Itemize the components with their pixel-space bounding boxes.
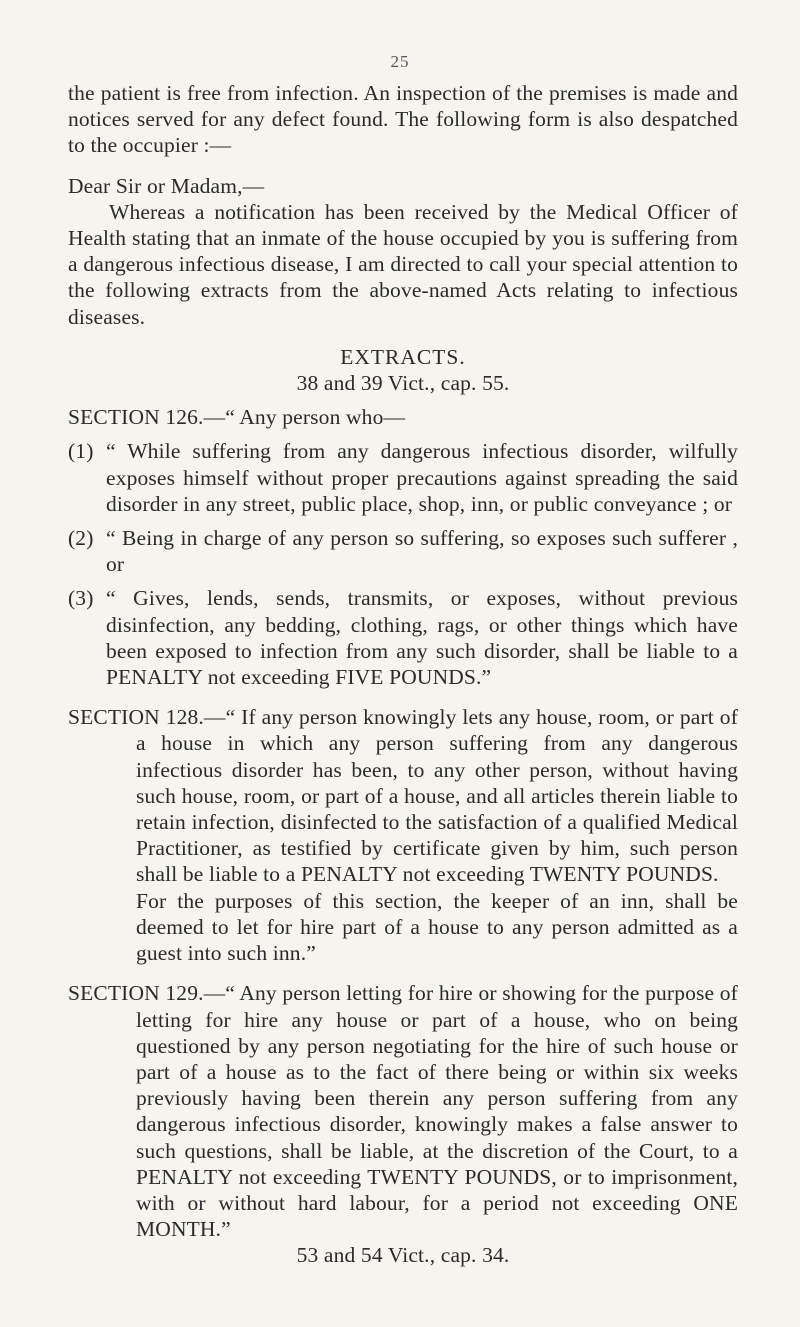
letter-body: Whereas a notification has been received by the Medical Officer of Health stating that an inmate of the house occupied by you is suffering from a dangerous infectious disease, I am directed to call your special attention to the following extracts from the above-named Acts relating to infectious diseases. <box>68 199 738 329</box>
item-number: (1) <box>68 439 94 464</box>
extracts-heading: EXTRACTS. <box>340 344 466 369</box>
salutation: Dear Sir or Madam,— <box>68 173 265 198</box>
section-126-item <box>68 525 738 577</box>
intro-paragraph: the patient is free from infection. An inspection of the premises is made and notices served for any defect found. The following form is also despatched to the occupier :— <box>68 81 738 158</box>
item-number: (2) <box>68 526 94 551</box>
item-text: “ Being in charge of any person so suffering, so exposes such sufferer , or <box>106 526 738 577</box>
section-128-paragraph: SECTION 128.—“ If any person knowingly lets any house, room, or part of a house in which any person suffering from any dangerous infectious disorder has been, to any other person, without having such house, room, or part of a house, and all articles therein liable to retain infection, disinfected to the satisfaction of a qualified Medical Practitioner, as testified by certificate given by him, such person shall be liable to a PENALTY not exceeding TWENTY POUNDS. <box>68 705 738 887</box>
section-126-heading: SECTION 126.—“ Any person who— <box>68 405 406 430</box>
act-reference: 38 and 39 Vict., cap. 55. <box>296 371 510 396</box>
item-text: “ While suffering from any dangerous infectious disorder, wilfully exposes himself without proper precautions against spreading the said disorder in any street, public place, shop, inn, or public conveyance ; or <box>106 439 738 516</box>
item-text: “ Gives, lends, sends, transmits, or exposes, without previous disinfection, any bedding, clothing, rags, or other things which have been exposed to infection from any such disorder, shall be liable to a PENALTY not exceeding FIVE POUNDS.” <box>106 586 738 690</box>
section-128-continuation: For the purposes of this section, the keeper of an inn, shall be deemed to let for hire part of a house to any person admitted as a guest into such inn.” <box>136 888 738 966</box>
act-reference: 53 and 54 Vict., cap. 34. <box>296 1243 510 1268</box>
item-number: (3) <box>68 586 94 611</box>
section-129-paragraph: SECTION 129.—“ Any person letting for hire or showing for the purpose of letting for hire any house or part of a house, who on being questioned by any person negotiating for the hire of such house or part of a house as to the fact of there being or within six weeks previously having been therein any person suffering from any dangerous infectious disorder, knowingly makes a false answer to such questions, shall be liable, at the discretion of the Court, to a PENALTY not exceeding TWENTY POUNDS, or to imprisonment, with or without hard labour, for a period not exceeding ONE MONTH.” <box>68 981 738 1242</box>
page-number: 25 <box>390 52 410 71</box>
section-126-item <box>68 585 738 690</box>
page-body <box>68 80 738 1269</box>
section-126-item <box>68 438 738 517</box>
